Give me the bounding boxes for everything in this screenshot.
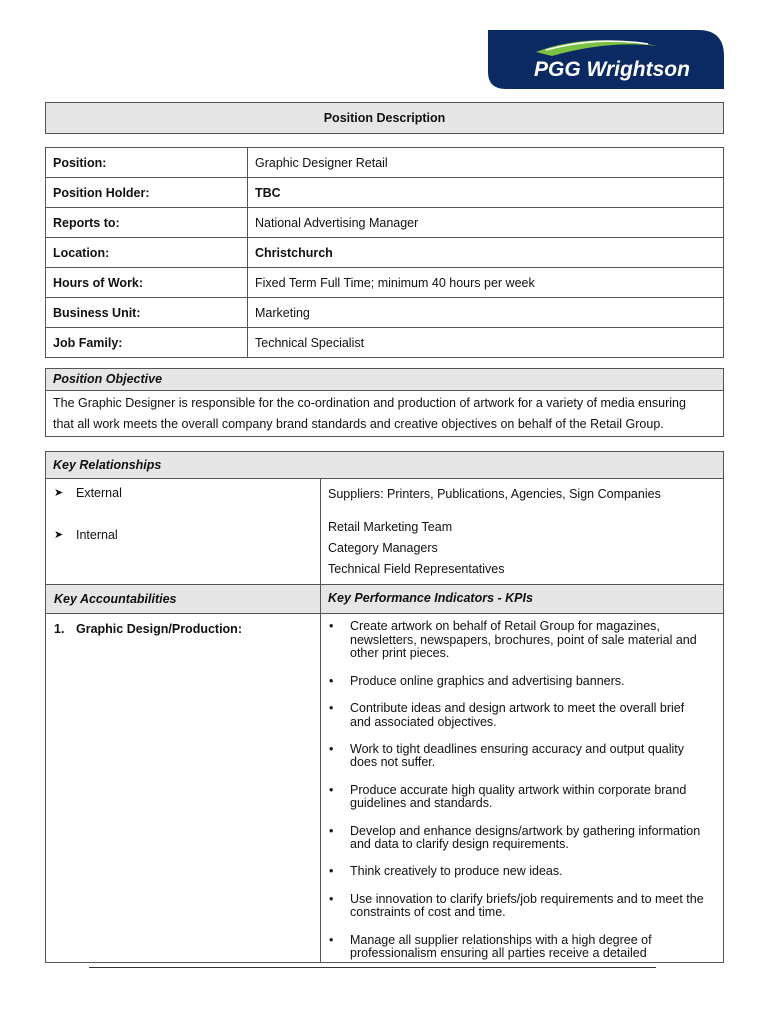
info-label: Position:	[46, 148, 248, 178]
info-value: Christchurch	[248, 238, 724, 268]
external-label: External	[76, 486, 122, 500]
info-value: Graphic Designer Retail	[248, 148, 724, 178]
info-label: Location:	[46, 238, 248, 268]
bullet-icon: •	[329, 700, 334, 715]
bullet-icon: •	[329, 619, 334, 633]
bullet-icon: •	[329, 741, 334, 756]
kpi-text-line: Manage all supplier relationships with a high degree of	[350, 932, 652, 947]
bullet-icon: •	[329, 891, 334, 906]
kpi-text-line: Contribute ideas and design artwork to meet the overall brief	[350, 700, 685, 715]
info-row	[46, 238, 724, 268]
key-relationships-section	[45, 451, 724, 963]
bullet-icon: •	[329, 823, 334, 838]
internal-value: Category Managers	[328, 541, 438, 555]
info-value: National Advertising Manager	[248, 208, 724, 238]
kpi-item	[327, 702, 719, 729]
document-title: Position Description	[45, 102, 724, 134]
info-value: Marketing	[248, 298, 724, 328]
info-row	[46, 178, 724, 208]
bullet-icon: •	[329, 932, 334, 947]
kpi-text-line: Create artwork on behalf of Retail Group for magazines,	[350, 619, 660, 633]
kpi-item	[327, 743, 719, 770]
kpi-text-line: Use innovation to clarify briefs/job requirements and to meet the	[350, 891, 704, 906]
internal-value: Technical Field Representatives	[328, 562, 505, 576]
kpi-list	[327, 620, 719, 974]
kpi-item	[327, 784, 719, 811]
kpi-item	[327, 825, 719, 852]
info-row	[46, 298, 724, 328]
kpi-text-line: guidelines and standards.	[350, 796, 493, 811]
objective-text-line: that all work meets the overall company brand standards and creative objectives on behalf of the Retail Group.	[53, 417, 664, 431]
footer-divider	[89, 967, 656, 968]
info-label: Reports to:	[46, 208, 248, 238]
kpi-item	[327, 893, 719, 920]
arrow-bullet-icon: ➤	[54, 529, 64, 541]
kpi-text-line: Produce online graphics and advertising banners.	[350, 673, 625, 688]
kpi-text-line: professionalism ensuring all parties receive a detailed	[350, 946, 647, 961]
kpi-text-line: and associated objectives.	[350, 714, 497, 729]
position-objective-section	[45, 368, 724, 437]
info-label: Job Family:	[46, 328, 248, 358]
kpi-text-line: Think creatively to produce new ideas.	[350, 864, 563, 879]
objective-text-line: The Graphic Designer is responsible for the co-ordination and production of artwork for a variety of media ensuring	[53, 396, 686, 410]
kpi-text-line: does not suffer.	[350, 755, 436, 770]
info-row	[46, 148, 724, 178]
bullet-icon: •	[329, 673, 334, 688]
info-label: Business Unit:	[46, 298, 248, 328]
info-value: Fixed Term Full Time; minimum 40 hours per week	[248, 268, 724, 298]
kpi-text-line: newsletters, newspapers, brochures, point of sale material and	[350, 632, 697, 647]
external-value: Suppliers: Printers, Publications, Agencies, Sign Companies	[328, 487, 661, 501]
logo-text: PGG Wrightson	[534, 58, 690, 81]
info-row	[46, 268, 724, 298]
objective-heading: Position Objective	[46, 369, 723, 391]
info-row	[46, 208, 724, 238]
kpi-text-line: Develop and enhance designs/artwork by gathering information	[350, 823, 701, 838]
bullet-icon: •	[329, 782, 334, 797]
kpi-text-line: other print pieces.	[350, 646, 450, 661]
company-logo	[488, 30, 724, 89]
internal-label: Internal	[76, 528, 118, 542]
accountability-title: Graphic Design/Production:	[76, 622, 242, 636]
accountability-number: 1.	[54, 622, 65, 636]
arrow-bullet-icon: ➤	[54, 487, 64, 499]
kpi-heading: Key Performance Indicators - KPIs	[328, 591, 533, 605]
info-label: Hours of Work:	[46, 268, 248, 298]
kpi-text-line: Produce accurate high quality artwork within corporate brand	[350, 782, 687, 797]
column-divider	[320, 585, 321, 962]
kpi-item	[327, 934, 719, 961]
info-row	[46, 328, 724, 358]
internal-value: Retail Marketing Team	[328, 520, 453, 534]
info-value: TBC	[248, 178, 724, 208]
kpi-item	[327, 675, 719, 689]
objective-text	[46, 391, 723, 437]
kpi-text-line: Work to tight deadlines ensuring accuracy and output quality	[350, 741, 684, 756]
kpi-item	[327, 865, 719, 879]
info-value: Technical Specialist	[248, 328, 724, 358]
key-accountabilities-heading: Key Accountabilities	[54, 592, 177, 606]
row-divider	[46, 613, 723, 614]
kpi-item	[327, 620, 719, 661]
bullet-icon: •	[329, 864, 334, 879]
kpi-text-line: and data to clarify design requirements.	[350, 837, 569, 852]
position-info-table	[45, 147, 724, 358]
kpi-text-line: constraints of cost and time.	[350, 905, 506, 920]
info-label: Position Holder:	[46, 178, 248, 208]
key-relationships-heading: Key Relationships	[46, 452, 723, 479]
